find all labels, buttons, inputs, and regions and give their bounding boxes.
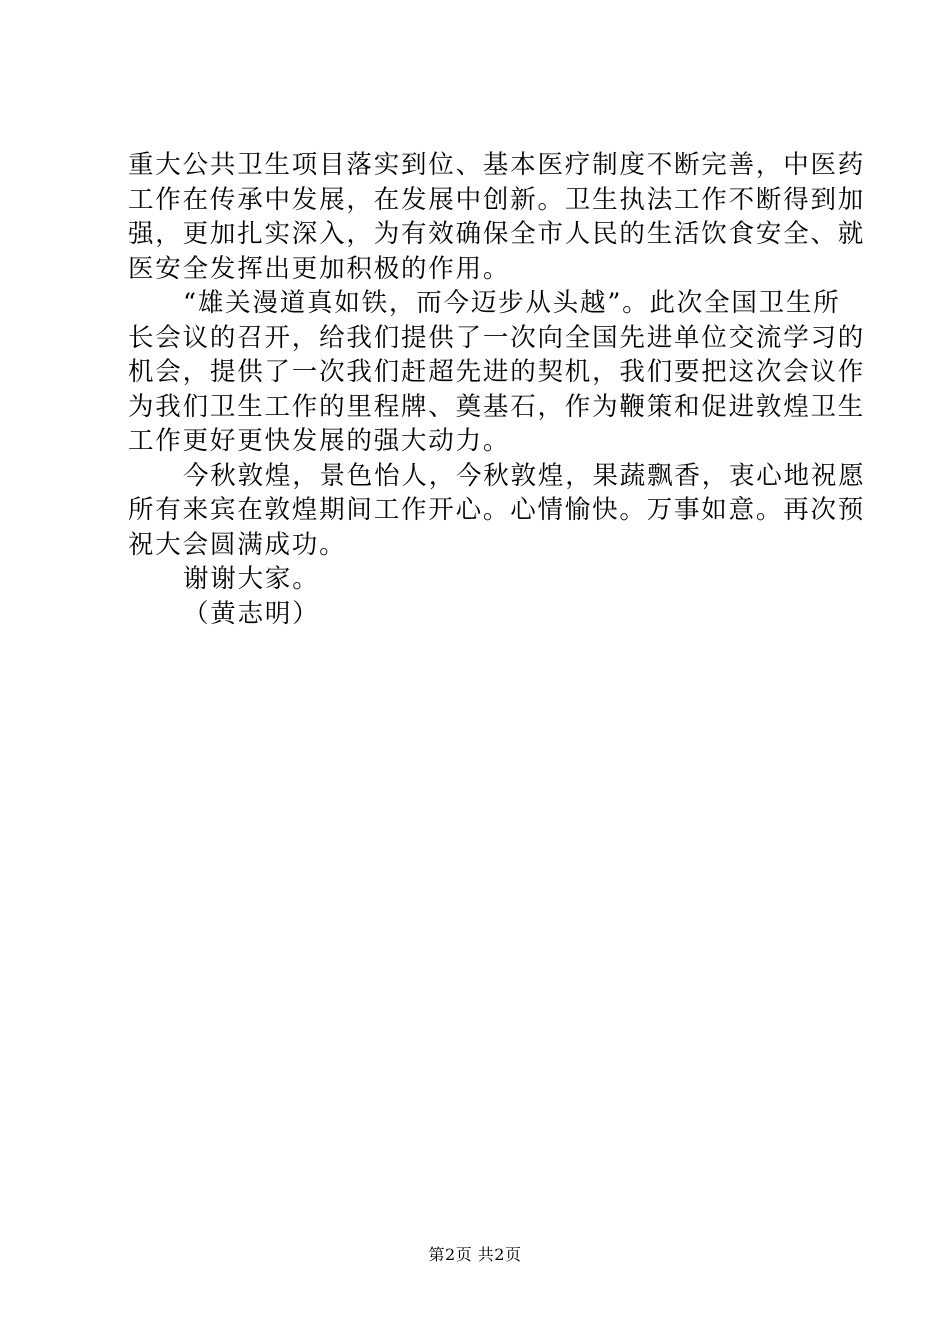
text-line: 今秋敦煌，景色怡人，今秋敦煌，果蔬飘香，衷心地祝愿	[183, 460, 866, 491]
text-line: 医安全发挥出更加积极的作用。	[128, 253, 511, 284]
paragraph-thanks	[128, 562, 834, 597]
paragraph-conference-significance	[128, 286, 866, 459]
text-line: 长会议的召开，给我们提供了一次向全国先进单位交流学习的	[128, 322, 866, 353]
author-name: （黄志明）	[183, 598, 320, 629]
text-line: 工作更好更快发展的强大动力。	[128, 426, 511, 456]
text-line: 所有来宾在敦煌期间工作开心。心情愉快。万事如意。再次预	[128, 495, 866, 525]
text-line: 机会，提供了一次我们赶超先进的契机，我们要把这次会议作	[128, 357, 866, 387]
text-line: 谢谢大家。	[183, 564, 320, 594]
text-line: 重大公共卫生项目落实到位、基本医疗制度不断完善，中医药	[128, 150, 866, 180]
document-body	[128, 148, 866, 631]
text-line: 祝大会圆满成功。	[128, 529, 347, 560]
text-line: 为我们卫生工作的里程牌、奠基石，作为鞭策和促进敦煌卫生	[128, 391, 866, 422]
paragraph-wishes	[128, 459, 866, 563]
paragraph-health-progress	[128, 148, 866, 286]
paragraph-author	[128, 597, 834, 632]
text-line: 工作在传承中发展，在发展中创新。卫生执法工作不断得到加	[128, 184, 866, 215]
page-number-footer: 第2页 共2页	[428, 1245, 522, 1264]
text-line: “雄关漫道真如铁，而今迈步从头越”。此次全国卫生所	[183, 288, 841, 318]
text-line: 强，更加扎实深入，为有效确保全市人民的生活饮食安全、就	[128, 219, 866, 249]
